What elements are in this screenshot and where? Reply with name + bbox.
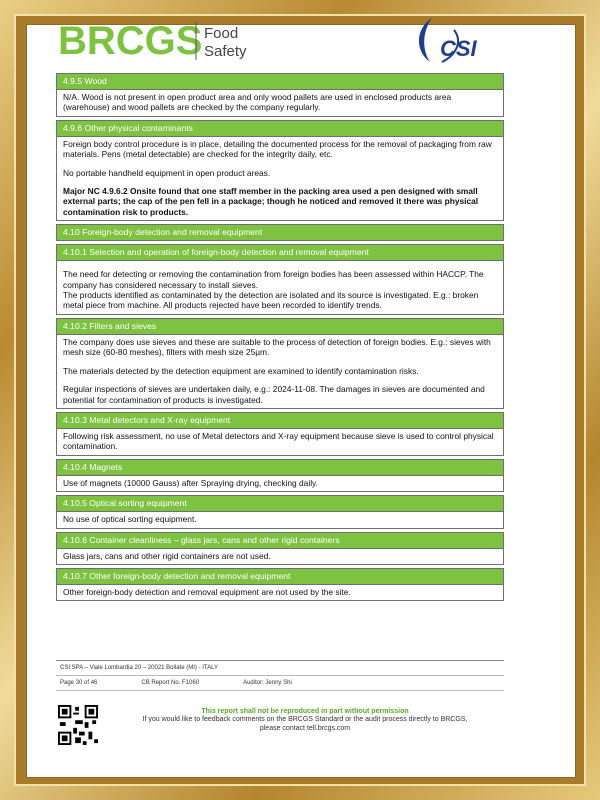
footer-address: CSI SPA – Viale Lombardia 20 – 20021 Bollate (MI) - ITALY xyxy=(56,661,504,676)
footer-report-number: CB Report No. F1060 xyxy=(141,680,200,686)
notice-contact-line: please contact tell.brcgs.com xyxy=(259,725,351,732)
section-body xyxy=(57,335,503,408)
section-paragraph: Following risk assessment, no use of Metal detectors and X-ray equipment because sieve is used to control physical contamination. xyxy=(63,430,494,452)
footer-auditor: Auditor: Jenny Shi xyxy=(243,680,292,686)
brcgs-logo xyxy=(58,8,258,70)
csi-logo xyxy=(402,10,502,70)
report-content xyxy=(56,70,504,601)
feedback-notice xyxy=(110,708,500,733)
section-heading: 4.10.2 Filters and sieves xyxy=(57,319,503,335)
section-paragraph: No use of optical sorting equipment. xyxy=(63,514,197,525)
footer-meta-row xyxy=(56,676,504,691)
section-paragraph: N/A. Wood is not present in open product area and only wood pallets are used in enclosed products area (warehouse) and wood pallets are checked by the company regularly. xyxy=(63,92,452,113)
section-paragraph: Other foreign-body detection and removal equipment are not used by the site. xyxy=(63,586,351,597)
section-4-10-6 xyxy=(56,532,504,565)
section-4-9-5 xyxy=(56,73,504,117)
section-4-9-6 xyxy=(56,120,504,221)
section-paragraph: The products identified as contaminated by the detection are isolated and its source is investigated. E.g.: broken metal piece from machine. All products rejected have been recorded to identify trends. xyxy=(63,290,479,311)
brcgs-logo-text: BRCGS xyxy=(58,19,203,63)
section-4-10-3 xyxy=(56,412,504,456)
major-nc-paragraph: Major NC 4.9.6.2 Onsite found that one staff member in the packing area used a pen designed with small external parts; the cap of the pen fell in a package; though he noticed and removed it there was physical contamination risk to products. xyxy=(63,186,479,217)
section-4-10-4 xyxy=(56,459,504,492)
section-body xyxy=(57,429,503,455)
footer-page-number: Page 30 of 46 xyxy=(60,680,98,686)
section-paragraph: The company does use sieves and these are suitable to the process of detection of foreign bodies. E.g.: sieves with mesh size (60-80 meshes), filters with mesh size 25µm. xyxy=(63,336,491,358)
section-paragraph: The need for detecting or removing the contamination from foreign bodies has been assessed within HACCP. The company has considered necessary to install sieves. xyxy=(63,269,484,290)
page-footer xyxy=(56,660,504,691)
csi-swoosh-icon xyxy=(419,18,432,62)
section-heading: 4.9.5 Wood xyxy=(57,74,503,90)
section-heading: 4.10 Foreign-body detection and removal equipment xyxy=(57,225,503,240)
csi-logo-text: CSI xyxy=(440,36,477,61)
section-paragraph: Use of magnets (10000 Gauss) after Spraying drying, checking daily. xyxy=(63,477,318,488)
section-paragraph: The materials detected by the detection equipment are examined to identify contamination risks. xyxy=(63,365,419,376)
section-paragraph: Foreign body control procedure is in place, detailing the documented process for the removal of packaging from raw materials. Pens (metal detectable) are checked for the integrity daily, etc. xyxy=(63,138,492,160)
section-paragraph: Glass jars, cans and other rigid containers are not used. xyxy=(63,550,271,561)
section-body xyxy=(57,261,503,314)
section-heading: 4.10.6 Container cleanliness – glass jars, cans and other rigid containers xyxy=(57,533,503,549)
brcgs-logo-food: Food xyxy=(204,25,239,42)
section-4-10-7 xyxy=(56,568,504,601)
section-body xyxy=(57,549,503,564)
qr-code-icon xyxy=(58,705,98,745)
section-heading: 4.9.6 Other physical contaminants xyxy=(57,121,503,137)
brcgs-logo-safety: Safety xyxy=(204,43,247,60)
section-body xyxy=(57,476,503,491)
section-heading: 4.10.5 Optical sorting equipment xyxy=(57,496,503,512)
section-4-10-2 xyxy=(56,318,504,409)
section-body xyxy=(57,585,503,600)
notice-line: If you would like to feedback comments on the BRCGS Standard or the audit process directly to BRCGS, xyxy=(142,716,468,723)
notice-title: This report shall not be reproduced in part without permission xyxy=(201,708,409,715)
section-4-10 xyxy=(56,224,504,241)
section-body xyxy=(57,137,503,220)
section-4-10-5 xyxy=(56,495,504,528)
section-body xyxy=(57,512,503,527)
section-heading: 4.10.3 Metal detectors and X-ray equipment xyxy=(57,413,503,429)
section-4-10-1 xyxy=(56,244,504,315)
section-heading: 4.10.1 Selection and operation of foreign-body detection and removal equipment xyxy=(57,245,503,261)
section-heading: 4.10.7 Other foreign-body detection and removal equipment xyxy=(57,569,503,585)
section-paragraph: No portable handheld equipment in open product areas. xyxy=(63,167,271,178)
section-paragraph: Regular inspections of sieves are undertaken daily, e.g.: 2024-11-08. The damages in sieves are documented and potential for contamination of products is investigated. xyxy=(63,384,485,405)
section-body xyxy=(57,90,503,116)
section-heading: 4.10.4 Magnets xyxy=(57,460,503,476)
